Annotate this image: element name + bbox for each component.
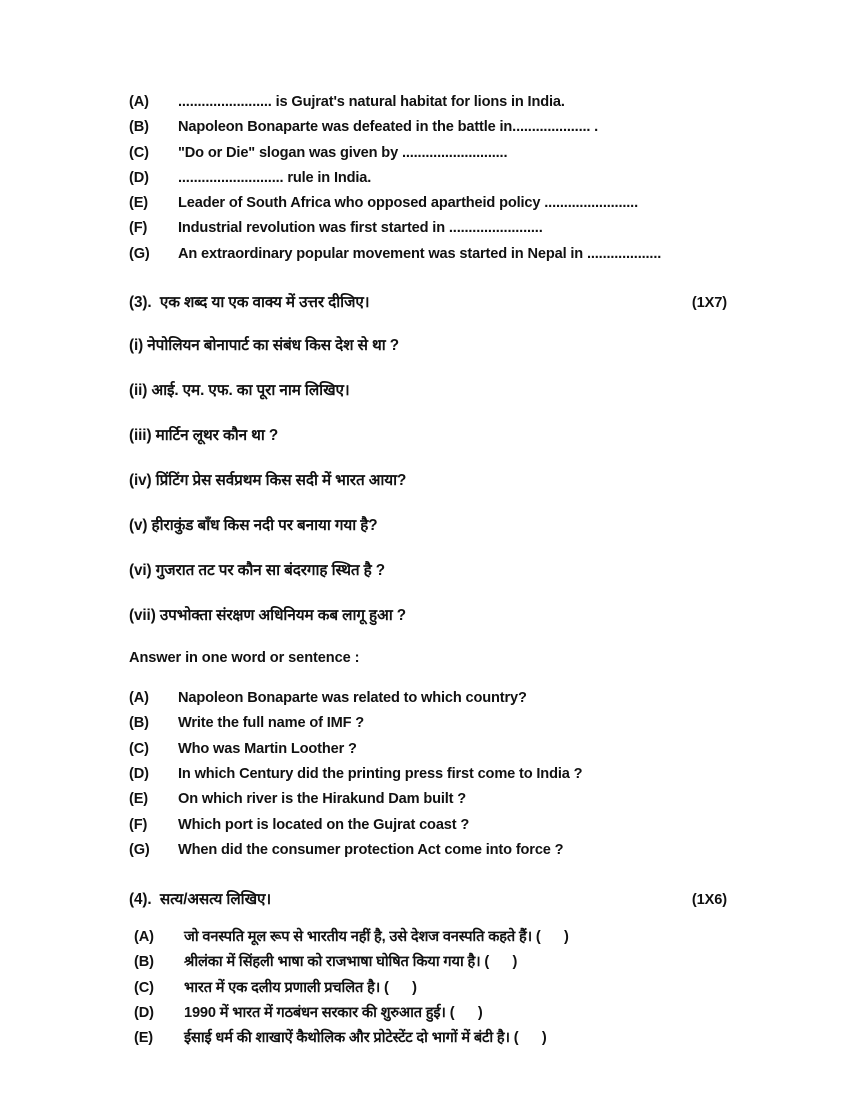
list-item bbox=[129, 216, 729, 241]
question-4-heading: (4). सत्य/असत्य लिखिए। bbox=[129, 891, 272, 909]
question-3-item-vi: (vi) गुजरात तट पर कौन सा बंदरगाह स्थित है ? bbox=[129, 562, 386, 580]
list-item bbox=[129, 191, 729, 216]
item-tag: (B) bbox=[134, 954, 154, 971]
list-item bbox=[134, 1026, 729, 1051]
list-item bbox=[134, 925, 729, 950]
item-tag: (B) bbox=[129, 715, 149, 732]
list-item bbox=[129, 115, 729, 140]
item-tag: (D) bbox=[134, 1004, 154, 1021]
item-text: ईसाई धर्म की शाखाऐं कैथोलिक और प्रोटेस्टेंट दो भागों में बंटी है। ( ) bbox=[184, 1029, 547, 1046]
question-3-english-list bbox=[129, 686, 729, 863]
item-tag: (G) bbox=[129, 245, 150, 262]
question-3-heading-row bbox=[129, 292, 729, 312]
question-4-marks: (1X6) bbox=[691, 892, 727, 909]
item-text: Industrial revolution was first started in ........................ bbox=[178, 220, 543, 237]
list-item bbox=[129, 838, 729, 863]
list-item bbox=[134, 1001, 729, 1026]
list-item bbox=[129, 242, 729, 267]
item-tag: (E) bbox=[129, 195, 149, 212]
question-3-item-ii: (ii) आई. एम. एफ. का पूरा नाम लिखिए। bbox=[129, 382, 350, 400]
item-text: भारत में एक दलीय प्रणाली प्रचलित है। ( ) bbox=[184, 979, 417, 996]
item-text: Write the full name of IMF ? bbox=[178, 715, 365, 732]
item-tag: (D) bbox=[129, 765, 149, 782]
item-text: "Do or Die" slogan was given by ........................... bbox=[178, 144, 508, 161]
item-tag: (G) bbox=[129, 841, 150, 858]
question-3-item-iii: (iii) मार्टिन लूथर कौन था ? bbox=[129, 427, 279, 445]
list-item bbox=[129, 813, 729, 838]
list-item bbox=[134, 976, 729, 1001]
item-text: Napoleon Bonaparte was defeated in the battle in.................... . bbox=[178, 119, 599, 136]
item-tag: (C) bbox=[129, 144, 149, 161]
item-tag: (B) bbox=[129, 119, 149, 136]
list-item bbox=[129, 737, 729, 762]
fill-in-blanks-list bbox=[129, 90, 729, 267]
question-4-list bbox=[129, 925, 729, 1051]
item-text: ........................... rule in India. bbox=[178, 169, 372, 186]
answer-instruction: Answer in one word or sentence : bbox=[129, 650, 360, 667]
item-tag: (C) bbox=[129, 740, 149, 757]
item-text: 1990 में भारत में गठबंधन सरकार की शुरुआत हुई। ( ) bbox=[184, 1004, 483, 1021]
item-tag: (F) bbox=[129, 220, 148, 237]
question-3-item-i: (i) नेपोलियन बोनापार्ट का संबंध किस देश से था ? bbox=[129, 337, 400, 355]
item-text: ........................ is Gujrat's natural habitat for lions in India. bbox=[178, 94, 565, 110]
item-text: In which Century did the printing press first come to India ? bbox=[178, 765, 583, 782]
list-item bbox=[129, 141, 729, 166]
list-item bbox=[129, 787, 729, 812]
item-text: जो वनस्पति मूल रूप से भारतीय नहीं है, उसे देशज वनस्पति कहते हैं। ( ) bbox=[184, 929, 569, 946]
question-3-item-vii: (vii) उपभोक्ता संरक्षण अधिनियम कब लागू हुआ ? bbox=[129, 607, 406, 625]
item-text: Napoleon Bonaparte was related to which country? bbox=[178, 690, 527, 707]
item-tag: (C) bbox=[134, 979, 154, 996]
item-tag: (F) bbox=[129, 816, 148, 833]
item-tag: (A) bbox=[129, 94, 149, 110]
item-text: श्रीलंका में सिंहली भाषा को राजभाषा घोषित किया गया है। ( ) bbox=[184, 954, 518, 971]
item-tag: (A) bbox=[134, 929, 154, 946]
item-text: An extraordinary popular movement was started in Nepal in ................... bbox=[178, 245, 662, 262]
item-text: Leader of South Africa who opposed apartheid policy ........................ bbox=[178, 195, 638, 212]
item-tag: (D) bbox=[129, 169, 149, 186]
item-text: When did the consumer protection Act come into force ? bbox=[178, 841, 564, 858]
page-content bbox=[129, 90, 729, 1051]
item-text: Which port is located on the Gujrat coast ? bbox=[178, 816, 470, 833]
item-text: On which river is the Hirakund Dam built ? bbox=[178, 791, 467, 808]
item-tag: (A) bbox=[129, 690, 149, 707]
question-4-heading-row bbox=[129, 889, 729, 909]
item-tag: (E) bbox=[129, 791, 149, 808]
list-item bbox=[129, 762, 729, 787]
question-3-heading: (3). एक शब्द या एक वाक्य में उत्तर दीजिए। bbox=[129, 294, 370, 312]
list-item bbox=[129, 166, 729, 191]
question-3-item-v: (v) हीराकुंड बाँध किस नदी पर बनाया गया है? bbox=[129, 517, 378, 535]
question-3-item-iv: (iv) प्रिंटिंग प्रेस सर्वप्रथम किस सदी में भारत आया? bbox=[129, 472, 407, 490]
question-3-marks: (1X7) bbox=[691, 295, 727, 312]
item-text: Who was Martin Loother ? bbox=[178, 740, 357, 757]
list-item bbox=[129, 711, 729, 736]
list-item bbox=[129, 686, 729, 711]
item-tag: (E) bbox=[134, 1029, 154, 1046]
list-item bbox=[129, 90, 729, 115]
list-item bbox=[134, 950, 729, 975]
